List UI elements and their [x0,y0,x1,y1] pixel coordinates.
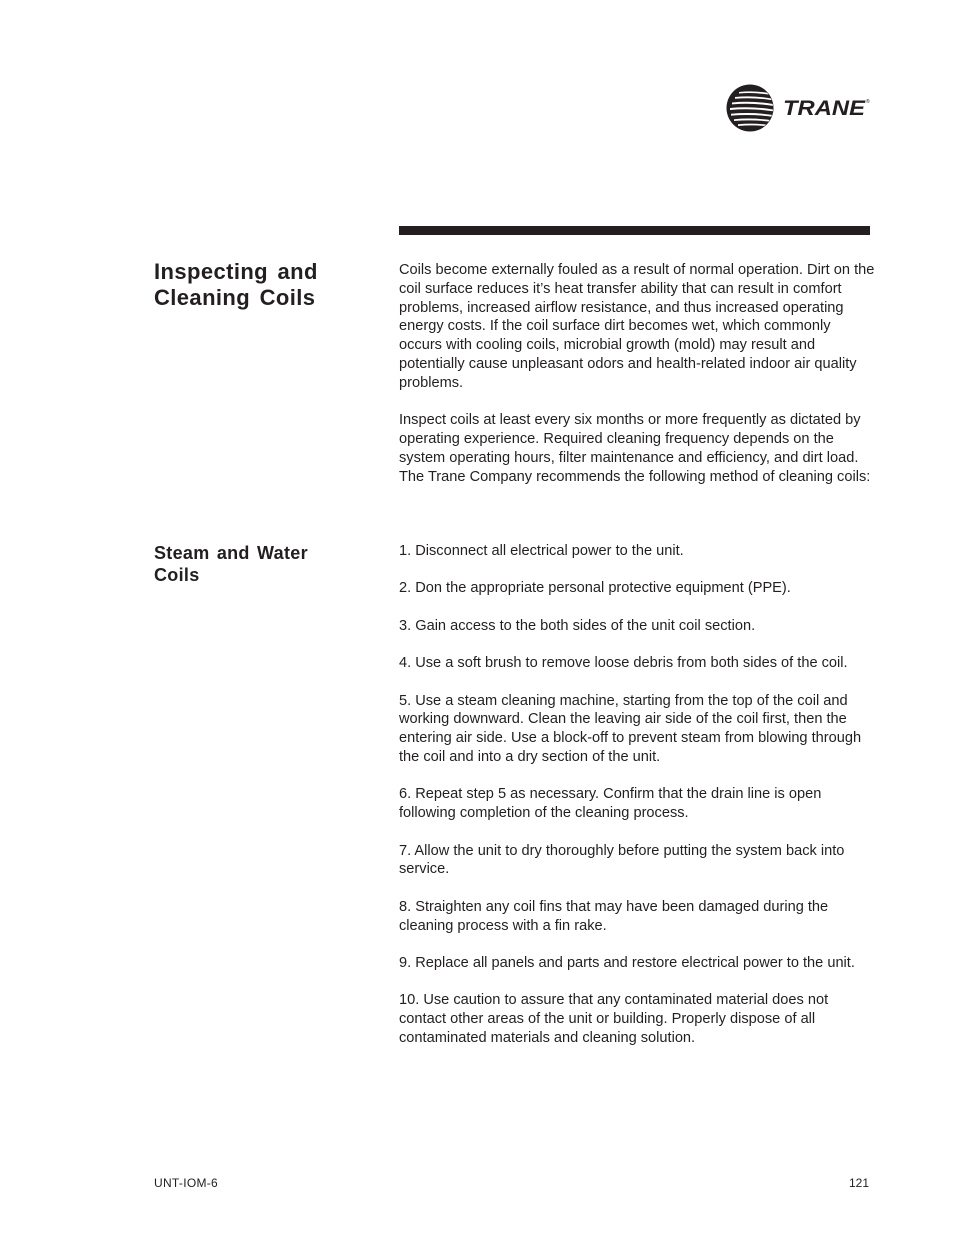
subsection-title: Steam and Water Coils [154,543,308,585]
intro-text [399,261,875,505]
brand-wordmark: TRANE [783,97,867,120]
footer-page-number: 121 [848,1176,869,1190]
trane-logo [726,84,872,132]
step-item: 7. Allow the unit to dry thoroughly before putting the system back into service. [399,842,845,878]
footer-doc-id: UNT-IOM-6 [154,1176,219,1190]
cleaning-steps-list [399,542,875,1066]
step-item: 2. Don the appropriate personal protective equipment (PPE). [399,580,791,597]
step-item: 1. Disconnect all electrical power to the unit. [399,543,684,559]
intro-paragraph: Inspect coils at least every six months or more frequently as dictated by operating experience. Required cleaning frequency depends on the system operating hours, filter maintenance and efficiency, and dirt load. The Trane Company recommends the following method of cleaning coils: [399,412,871,485]
svg-text:®: ® [866,99,870,105]
section-divider-rule [399,226,870,235]
step-item: 5. Use a steam cleaning machine, starting from the top of the coil and working downward. Clean the leaving air side of the coil first, then the entering air side. Use a block-off to prevent steam from blowing through the coil and into a dry section of the unit. [399,692,862,765]
step-item: 6. Repeat step 5 as necessary. Confirm that the drain line is open following completion of the cleaning process. [399,786,822,822]
step-item: 3. Gain access to the both sides of the unit coil section. [399,617,756,634]
step-item: 9. Replace all panels and parts and restore electrical power to the unit. [399,954,855,971]
step-item: 10. Use caution to assure that any contaminated material does not contact other areas of the unit or building. Properly dispose of all contaminated materials and cleaning solution. [399,992,829,1046]
section-title: Inspecting and Cleaning Coils [154,259,318,310]
step-item: 4. Use a soft brush to remove loose debris from both sides of the coil. [399,655,848,672]
trane-circle-logo-icon [727,85,775,132]
intro-paragraph: Coils become externally fouled as a result of normal operation. Dirt on the coil surface reduces it’s heat transfer ability that can result in comfort problems, increased airflow resistance, and thus increased operating energy costs. If the coil surface dirt becomes wet, which commonly occurs with cooling coils, microbial growth (mold) may result and potentially cause unpleasant odors and health-related indoor air quality problems. [399,262,875,391]
step-item: 8. Straighten any coil fins that may have been damaged during the cleaning process with a fin rake. [399,898,829,934]
